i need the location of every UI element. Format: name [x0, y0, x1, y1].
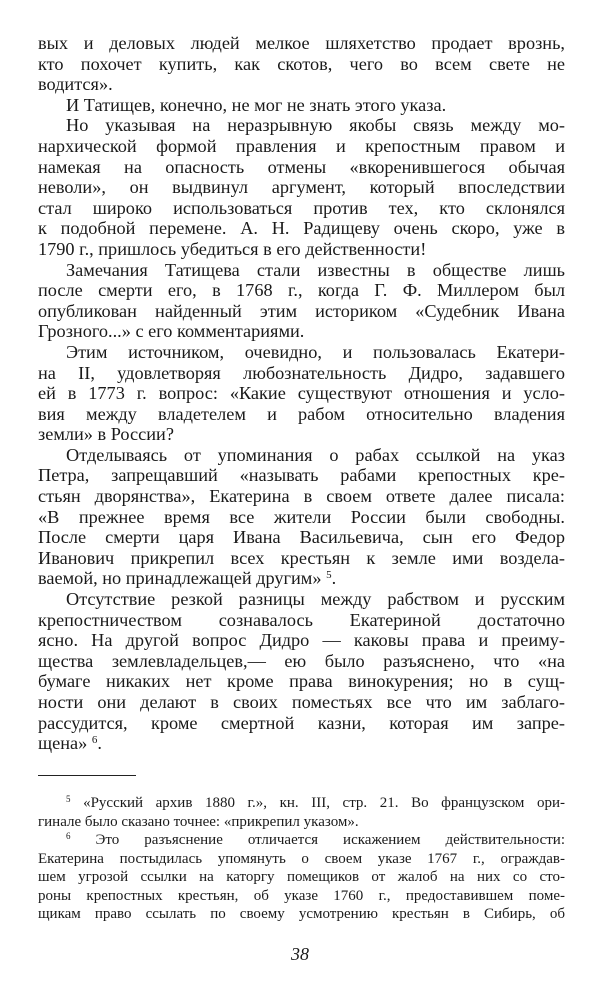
text-line	[38, 794, 565, 813]
footnote-reference: 5	[326, 569, 332, 582]
text-line: 1790 г., пришлось убедиться в его действенности!	[38, 238, 427, 259]
footnote	[38, 831, 565, 924]
text-line: гинале было сказано точнее: «прикрепил указом».	[38, 813, 359, 830]
text-line: Екатерина постыдилась упомянуть о своем указе 1767 г., ограждав-	[38, 850, 565, 867]
text-line: Петра, запрещавший «называть рабами крепостных кре-	[38, 465, 565, 486]
text-line: неволи», он выдвинул аргумент, который впоследствии	[38, 177, 565, 198]
text-line: шем угрозой ссылки на каторгу помещиков от жалоб на них со сто-	[38, 869, 565, 885]
paragraph	[38, 260, 565, 342]
text-line: Но указывая на неразрывную якобы связь между мо-	[66, 115, 565, 136]
text-line: роны крепостных крестьян, об указе 1760 г., предоставившем поме-	[38, 887, 565, 904]
text-line: Отсутствие резкой разницы между рабством и русским	[66, 589, 565, 610]
paragraph	[38, 342, 565, 445]
text-line: ности они делают в своих поместьях все что им заблаго-	[38, 692, 565, 712]
paragraph	[38, 589, 565, 754]
text-line: Этим источником, очевидно, и пользовалась Екатери-	[66, 341, 565, 362]
text-line: на II, удовлетворяя любознательность Дидро, задавшего	[38, 362, 565, 383]
paragraph	[38, 95, 565, 116]
text-line: Иванович прикрепил всех крестьян к земле ими воздела-	[38, 547, 565, 568]
text-line: После смерти царя Ивана Васильевича, сын его Федор	[38, 527, 565, 548]
line-punct: .	[97, 733, 102, 754]
text-line: ясно. На другой вопрос Дидро — каковы права и преиму-	[38, 630, 565, 651]
text-line: после смерти его, в 1768 г., когда Г. Ф. Миллером был	[38, 280, 565, 301]
text-line: крепостничеством сознавалось Екатериной достаточно	[38, 609, 565, 630]
text-line: земли» в России?	[38, 424, 174, 445]
line-punct: .	[331, 568, 337, 589]
text-line: И Татищев, конечно, не мог не знать этого указа.	[66, 94, 447, 115]
text-line: щества землевладельцев,— ею было разъяснено, что «на	[38, 650, 565, 671]
text-line: ей в 1773 г. вопрос: «Какие существуют отношения и усло-	[38, 383, 565, 404]
text-line: опубликован найденный этим историком «Судебник Ивана	[38, 300, 565, 321]
paragraph	[38, 445, 565, 589]
footnote-marker: 6	[66, 831, 71, 841]
text-line: нархической формой правления и крепостным правом и	[38, 135, 565, 156]
footnote-marker: 5	[66, 794, 71, 804]
text-line: к подобной перемене. А. Н. Радищеву очень скоро, уже в	[38, 218, 565, 239]
text-line: щикам право ссылать по своему усмотрению крестьян в Сибирь, об	[38, 906, 565, 922]
paragraph	[38, 115, 565, 259]
line-text: Это разъяснение отличается искажением действительности:	[70, 832, 565, 848]
line-text: ваемой, но принадлежащей другим»	[38, 568, 327, 589]
text-line: стал широко использоваться против тех, кто склонялся	[38, 197, 565, 218]
footnote	[38, 794, 565, 831]
line-text: «Русский архив 1880 г.», кн. III, стр. 21. Во французском ори-	[70, 795, 565, 811]
text-line	[38, 733, 565, 754]
footnote-divider	[38, 775, 136, 776]
text-line: кто похочет купить, как скотов, чего во всем свете не	[38, 53, 565, 74]
text-line: водится».	[38, 74, 113, 95]
text-line: бумаге никаких нет кроме права винокурения; но в сущ-	[38, 671, 565, 692]
text-line	[38, 831, 565, 850]
text-line: «В прежнее время все жители России были свободны.	[38, 506, 565, 527]
text-line: Замечания Татищева стали известны в обществе лишь	[66, 259, 565, 280]
line-text: щена»	[38, 733, 92, 754]
text-line: стьян дворянства», Екатерина в своем ответе далее писала:	[38, 486, 565, 507]
paragraph	[38, 33, 565, 95]
text-line: вия между владетелем и рабом относительно владения	[38, 403, 565, 424]
footnotes	[38, 794, 565, 924]
text-line	[38, 568, 565, 589]
text-line: вых и деловых людей мелкое шляхетство продает врознь,	[38, 33, 565, 53]
body-text	[38, 33, 565, 754]
page-number: 38	[291, 944, 309, 964]
text-line: Отделываясь от упоминания о рабах ссылкой на указ	[66, 444, 565, 465]
text-line: рассудится, кроме смертной казни, которая им запре-	[38, 712, 565, 733]
text-line: намекая на опасность отмены «вкоренившегося обычая	[38, 156, 565, 177]
footnote-reference: 6	[91, 734, 98, 747]
text-line: Грозного...» с его комментариями.	[38, 321, 305, 342]
